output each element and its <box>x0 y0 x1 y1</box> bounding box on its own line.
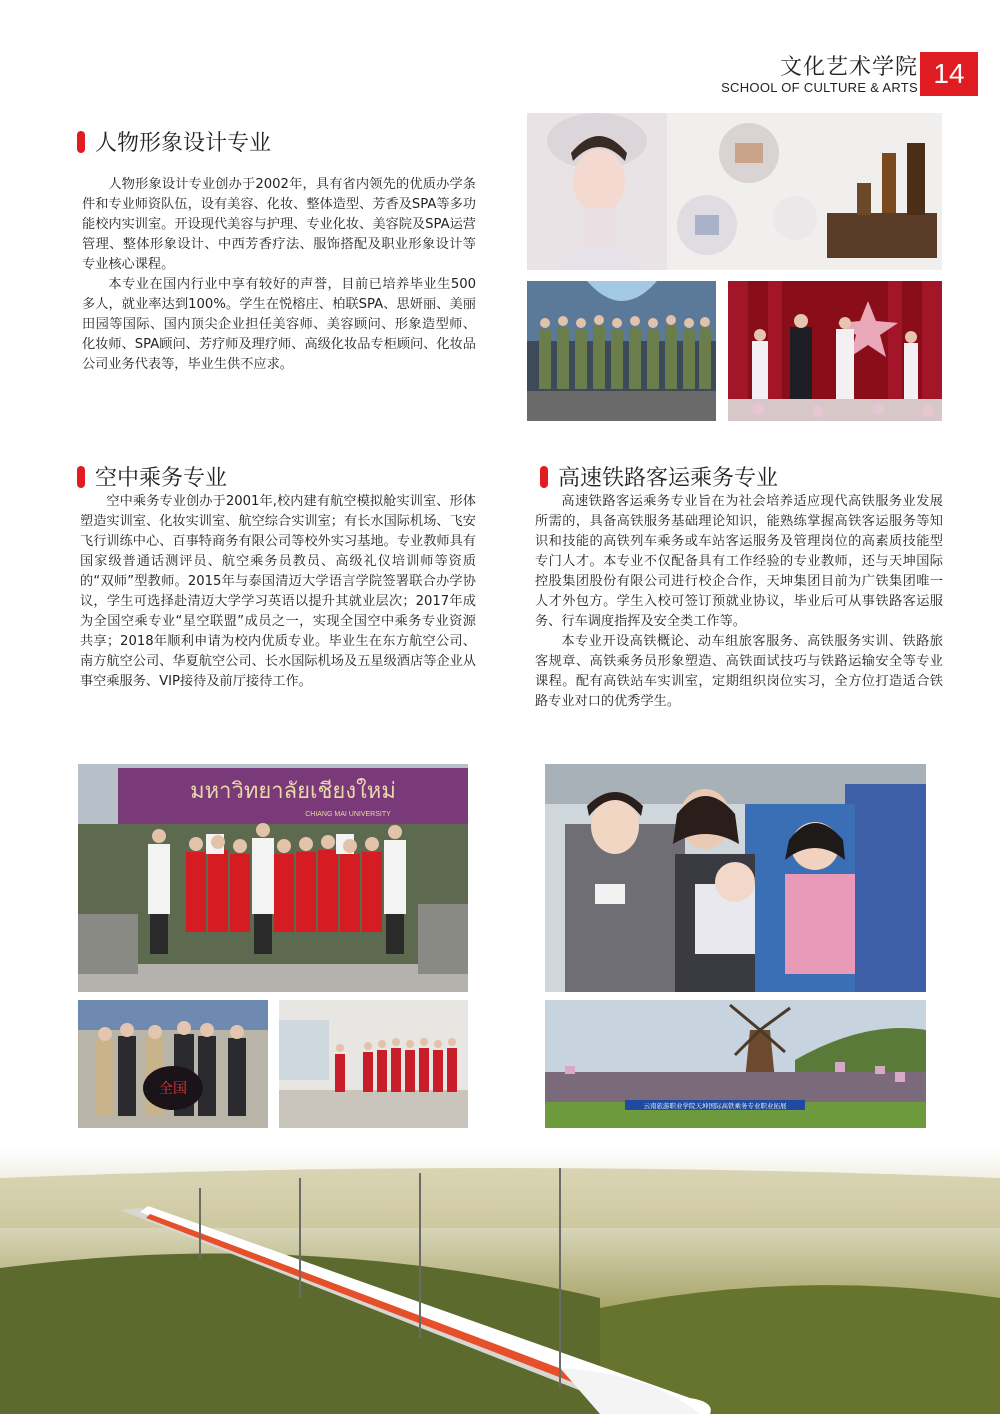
photo-makeup-model <box>527 113 942 270</box>
university-sign-en-text: CHIANG MAI UNIVERSITY <box>305 811 391 818</box>
photo-chiang-mai-university <box>78 764 468 992</box>
section-title: 人物形象设计专业 <box>95 131 272 156</box>
college-name: 文化艺术学院 <box>779 55 918 80</box>
group-banner-text: 云南旅游职业学院天坤国际高铁乘务专业职业拓展 <box>643 1102 787 1110</box>
section-title: 空中乘务专业 <box>95 466 228 491</box>
photo-ceremony <box>78 1000 268 1128</box>
university-sign-text: มหาวิทยาลัยเชียงใหม่ <box>190 779 396 804</box>
section-title: 高速铁路客运乘务专业 <box>558 466 779 491</box>
section-marker-icon <box>540 466 548 488</box>
paragraph: 本专业开设高铁概论、动车组旅客服务、高铁服务实训、铁路旅客规章、高铁乘务员形象塑造、高铁面试技巧与铁路运输安全等专业课程。配有高铁站车实训室，定期组织岗位实习，全方位打造适合铁路专业对口的优秀学生。 <box>535 634 943 709</box>
photo-students-lineup <box>527 281 716 421</box>
section-marker-icon <box>77 466 85 488</box>
paragraph: 高速铁路客运乘务专业旨在为社会培养适应现代高铁服务业发展所需的，具备高铁服务基础理论知识，能熟练掌握高铁客运服务等知识和技能的高铁列车乘务或车站客运服务及管理岗位的高素质技能型专门人才。本专业不仅配备具有工作经验的专业教师，还与天坤国际控股集团股份有限公司进行校企合作，天坤集团目前为广铁集团唯一人才外包方。学生入校可签订预就业协议，毕业后可从事铁路客运服务、行车调度指挥及安全类工作等。 <box>535 494 943 629</box>
section-heading-railway <box>540 461 778 492</box>
section-body-image-design <box>82 175 476 375</box>
photo-group-outdoor <box>545 1000 926 1128</box>
section-body-flight-attendant <box>80 492 476 692</box>
photo-train-attendant <box>545 764 926 992</box>
section-body-railway <box>535 492 943 712</box>
section-marker-icon <box>77 131 85 153</box>
section-heading-image-design <box>77 126 271 157</box>
ceremony-orb-text: 全国 <box>159 1081 187 1097</box>
section-heading-flight-attendant <box>77 461 227 492</box>
page-number: 14 <box>920 52 978 96</box>
photo-high-speed-train <box>0 1148 1000 1414</box>
photo-training-hall <box>279 1000 468 1128</box>
photo-fashion-show <box>728 281 942 421</box>
paragraph: 人物形象设计专业创办于2002年，具有省内领先的优质办学条件和专业师资队伍，设有美容、化妆、整体造型、芳香及SPA等多功能校内实训室。开设现代美容与护理、专业化妆、美容院及SPA运营管理、整体形象设计、中西芳香疗法、服饰搭配及职业形象设计等专业核心课程。 <box>82 177 476 272</box>
paragraph: 空中乘务专业创办于2001年,校内建有航空模拟舱实训室、形体塑造实训室、化妆实训室、航空综合实训室；有长水国际机场、飞安飞行训练中心、百事特商务有限公司等校外实习基地。专业教师具有国家级普通话测评员、航空乘务员教员、高级礼仪培训师等资质的“双师”型教师。2015年与泰国清迈大学语言学院签署联合办学协议，学生可选择赴清迈大学学习英语以提升其就业层次；2017年成为全国空乘专业“星空联盟”成员之一，实现全国空中乘务专业资源共享；2018年顺利申请为校内优质专业。毕业生在东方航空公司、南方航空公司、华夏航空公司、长水国际机场及五星级酒店等企业从事空乘服务、VIP接待及前厅接待工作。 <box>80 494 476 689</box>
college-name-en: SCHOOL OF CULTURE & ARTS <box>721 80 918 95</box>
paragraph: 本专业在国内行业中享有较好的声誉，目前已培养毕业生500多人，就业率达到100%。学生在悦榕庄、柏联SPA、思妍丽、美丽田园等国际、国内顶尖企业担任美容师、美容顾问、形象造型师、化妆师、SPA顾问、芳疗师及理疗师、高级化妆品专柜顾问、化妆品公司业务代表等，毕业生供不应求。 <box>82 277 476 372</box>
